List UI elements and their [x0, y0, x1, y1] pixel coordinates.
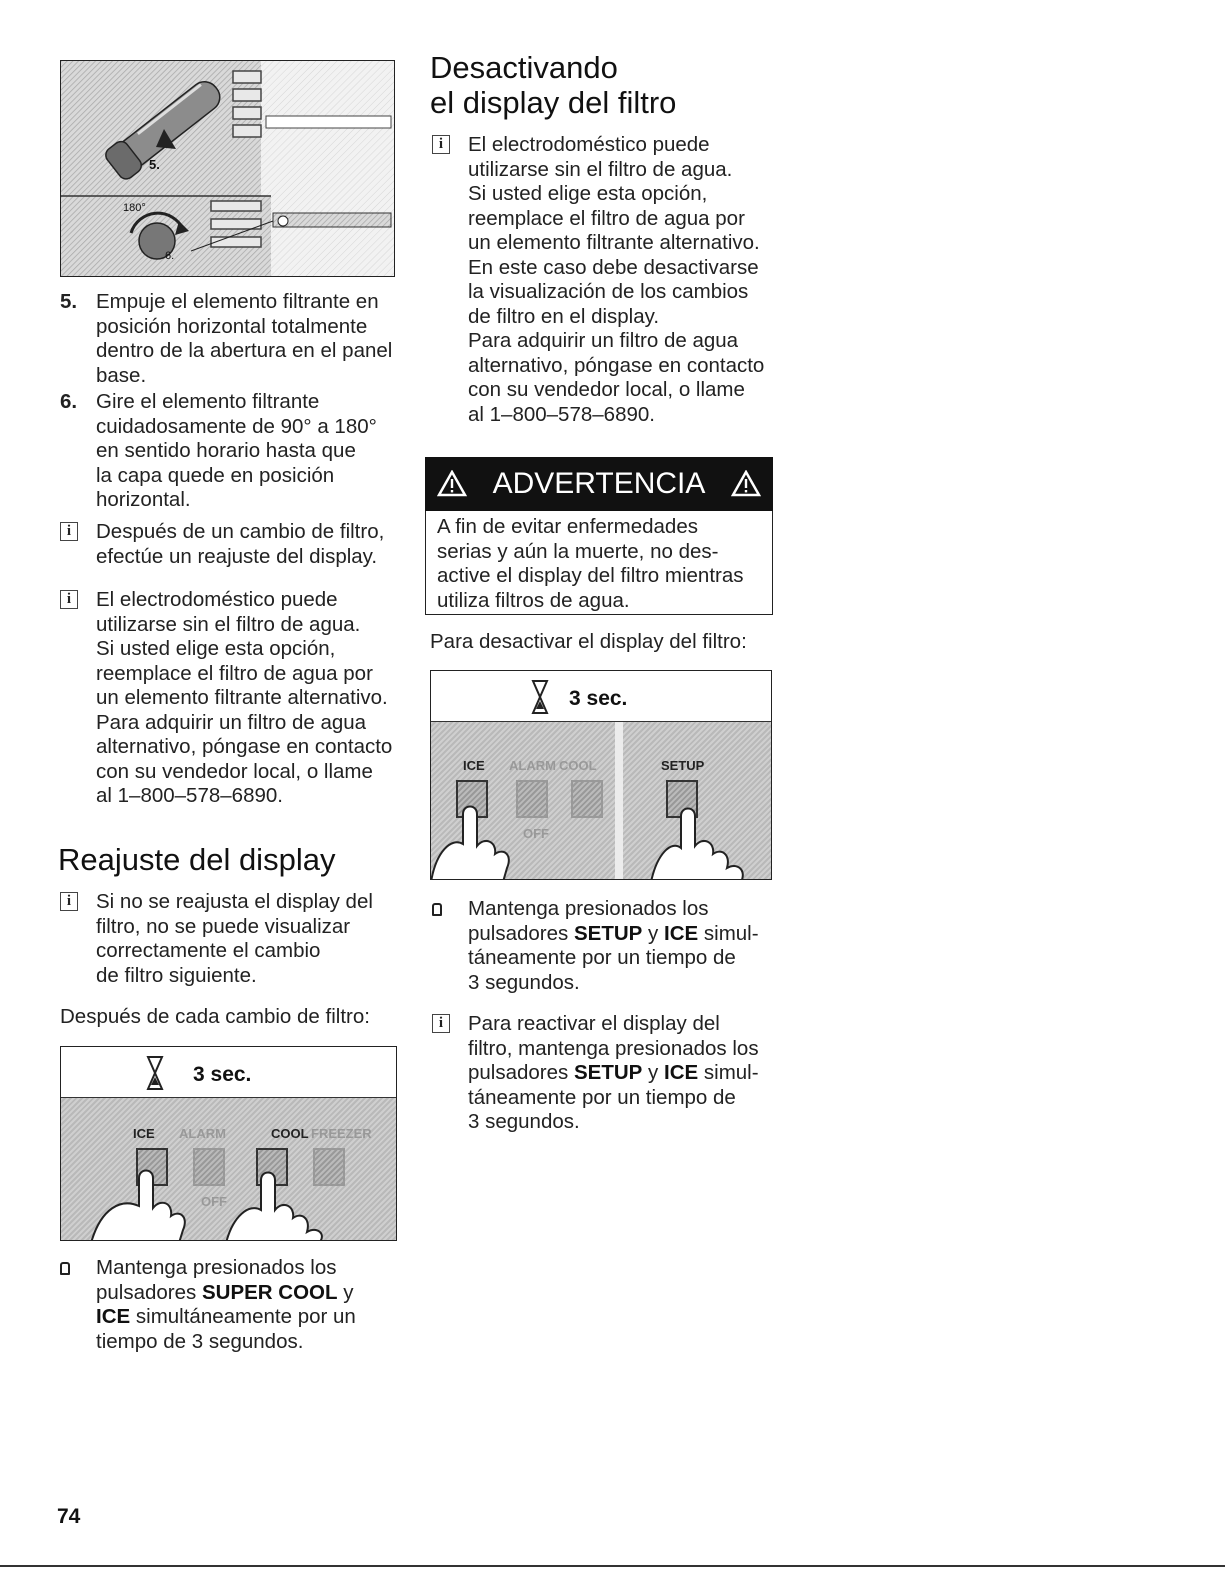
text-line: El electrodoméstico puede — [468, 133, 710, 156]
filter-install-illustration — [61, 61, 395, 277]
hourglass-icon — [531, 679, 549, 715]
text-line: En este caso debe desactivarse — [468, 255, 759, 279]
text-line: horizontal. — [96, 488, 191, 511]
text-line: filtro, no se puede visualizar — [96, 914, 351, 938]
text-line: táneamente por un tiempo de — [468, 1085, 736, 1109]
text-line: Gire el elemento filtrante — [96, 390, 320, 413]
text-line: Si usted elige esta opción, — [468, 182, 708, 205]
super-cool-keyword: SUPER COOL — [201, 1280, 338, 1304]
text-line: de filtro en el display. — [468, 304, 660, 328]
angle-callout: 180° — [123, 202, 146, 214]
text-line: al 1–800–578–6890. — [96, 784, 283, 807]
text-line: pulsadores SUPER COOL y — [96, 1280, 354, 1304]
text-line: efectúe un reajuste del display. — [96, 544, 378, 568]
text-line: táneamente por un tiempo de — [468, 946, 736, 969]
warning-triangle-icon — [731, 470, 761, 497]
text-line: en sentido horario hasta que — [96, 439, 356, 462]
info-icon: i — [60, 892, 78, 911]
text-line: dentro de la abertura en el panel — [96, 339, 393, 362]
panel-surface — [61, 1097, 396, 1240]
footer-rule — [0, 1565, 1225, 1567]
off-label: OFF — [523, 826, 549, 841]
hourglass-icon — [146, 1055, 164, 1091]
control-panel-figure-disable — [430, 670, 772, 880]
text-line: la visualización de los cambios — [468, 280, 749, 303]
text-line: Para adquirir un filtro de agua — [96, 710, 367, 734]
setup-label: SETUP — [661, 758, 705, 773]
checkbox-bullet-icon — [60, 1262, 70, 1275]
text-line: pulsadores SETUP y ICE simul- — [468, 1061, 759, 1084]
text-line: serias y aún la muerte, no des- — [437, 539, 719, 563]
text-line: reemplace el filtro de agua por — [96, 661, 373, 685]
warning-header — [425, 457, 773, 511]
step-number: 6. — [60, 390, 78, 413]
page-number: 74 — [57, 1505, 81, 1528]
step6-callout: 6. — [165, 250, 175, 262]
ice-label: ICE — [133, 1126, 155, 1141]
text-line: tiempo de 3 segundos. — [96, 1329, 304, 1353]
cool-label: COOL — [559, 758, 597, 773]
text-line: 3 segundos. — [468, 970, 580, 994]
freezer-label: FREEZER — [311, 1126, 372, 1141]
to-disable-text: Para desactivar el display del filtro: — [430, 630, 747, 653]
text-line: utilizarse sin el filtro de agua. — [468, 157, 733, 181]
step-number: 5. — [60, 290, 78, 313]
ice-label: ICE — [463, 758, 485, 773]
text-line: la capa quede en posición — [96, 463, 335, 487]
text-line: base. — [96, 363, 147, 387]
text-line: cuidadosamente de 90° a 180° — [96, 414, 377, 438]
cool-label: COOL — [271, 1126, 309, 1141]
section-heading-disable-1: Desactivando — [430, 50, 618, 85]
text-line: 3 segundos. — [468, 1110, 580, 1133]
ice-keyword: ICE — [96, 1305, 131, 1328]
warning-title: ADVERTENCIA — [492, 467, 706, 500]
off-label: OFF — [201, 1194, 227, 1209]
text-line: utiliza filtros de agua. — [437, 588, 630, 612]
setup-keyword: SETUP — [573, 921, 643, 945]
pressing-hands — [61, 1098, 397, 1241]
ice-keyword: ICE — [664, 921, 699, 945]
text-line: Para reactivar el display del — [468, 1012, 720, 1035]
text-line: Para adquirir un filtro de agua — [468, 329, 739, 352]
warning-triangle-icon — [437, 470, 467, 497]
info-icon: i — [432, 1014, 450, 1033]
text-line: un elemento filtrante alternativo. — [96, 686, 388, 709]
text-line: pulsadores SETUP y ICE simul- — [468, 921, 759, 945]
text-line: al 1–800–578–6890. — [468, 402, 655, 426]
duration-label: 3 sec. — [193, 1063, 252, 1086]
text-line: posición horizontal totalmente — [96, 314, 368, 338]
panel-surface — [431, 721, 771, 879]
info-icon: i — [60, 590, 78, 609]
info-icon: i — [60, 522, 78, 541]
text-line: Empuje el elemento filtrante en — [96, 290, 379, 313]
pressing-hands — [431, 722, 772, 880]
control-panel-figure-reset — [60, 1046, 397, 1241]
text-line: reemplace el filtro de agua por — [468, 206, 745, 230]
text-line: alternativo, póngase en contacto — [96, 735, 393, 758]
info-icon: i — [432, 135, 450, 154]
text-line: A fin de evitar enfermedades — [437, 515, 698, 538]
text-line: correctamente el cambio — [96, 939, 321, 962]
text-line: Si no se reajusta el display del — [96, 890, 373, 913]
duration-label: 3 sec. — [569, 687, 628, 710]
text-line: con su vendedor local, o llame — [468, 378, 745, 401]
alarm-label: ALARM — [179, 1126, 226, 1141]
text-line: El electrodoméstico puede — [96, 588, 338, 611]
text-line: Mantenga presionados los — [96, 1256, 337, 1279]
text-line: Si usted elige esta opción, — [96, 637, 336, 660]
text-line: de filtro siguiente. — [96, 963, 257, 987]
ice-keyword: ICE — [664, 1061, 699, 1084]
warning-body — [425, 511, 773, 615]
after-filter-change-text: Después de cada cambio de filtro: — [60, 1005, 370, 1028]
text-line: alternativo, póngase en contacto — [468, 353, 765, 377]
text-line: ICE simultáneamente por un — [96, 1305, 356, 1328]
text-line: Después de un cambio de filtro, — [96, 520, 385, 543]
text-line: utilizarse sin el filtro de agua. — [96, 612, 361, 636]
setup-keyword: SETUP — [573, 1061, 643, 1084]
step5-callout: 5. — [149, 157, 160, 172]
checkbox-bullet-icon — [432, 903, 442, 916]
text-line: un elemento filtrante alternativo. — [468, 231, 760, 254]
filter-install-figure — [60, 60, 395, 277]
text-line: Mantenga presionados los — [468, 897, 709, 920]
section-heading-disable-2: el display del filtro — [430, 85, 677, 120]
section-heading-reset: Reajuste del display — [58, 842, 336, 877]
alarm-label: ALARM — [509, 758, 556, 773]
text-line: active el display del filtro mientras — [437, 564, 744, 587]
text-line: con su vendedor local, o llame — [96, 759, 373, 783]
text-line: filtro, mantenga presionados los — [468, 1036, 759, 1060]
